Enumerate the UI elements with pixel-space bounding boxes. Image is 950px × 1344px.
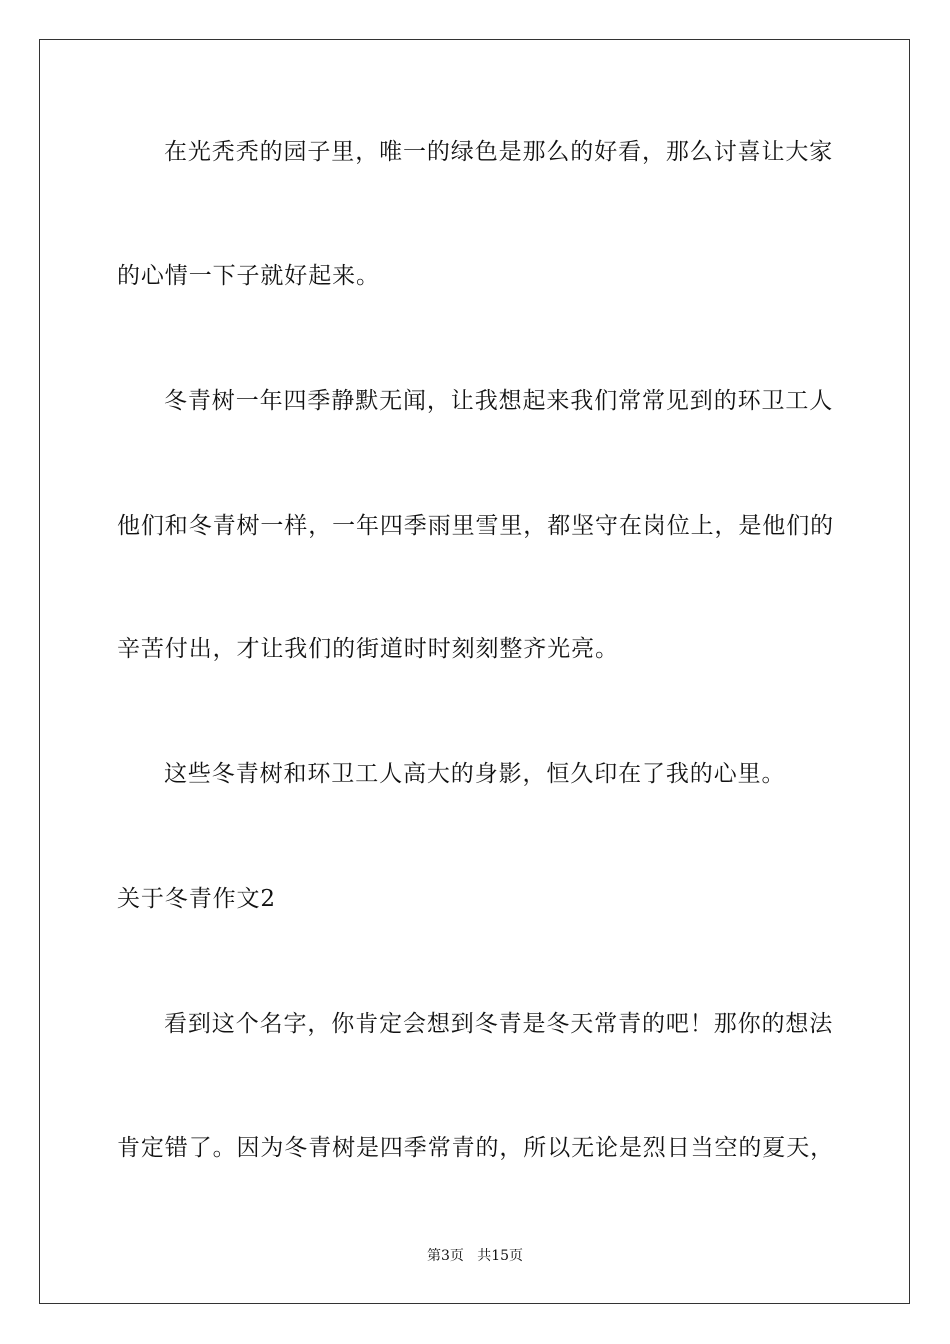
- paragraph-line: 他们和冬青树一样，一年四季雨里雪里，都坚守在岗位上，是他们的: [117, 513, 834, 539]
- paragraph-line: 冬青树一年四季静默无闻，让我想起来我们常常见到的环卫工人: [164, 388, 834, 414]
- paragraph-line: 这些冬青树和环卫工人高大的身影，恒久印在了我的心里。: [164, 761, 786, 787]
- paragraph-line: 在光秃秃的园子里，唯一的绿色是那么的好看，那么讨喜让大家: [164, 139, 834, 165]
- page-frame: [39, 39, 910, 1304]
- paragraph-line: 的心情一下子就好起来。: [117, 263, 380, 289]
- paragraph-line: 肯定错了。因为冬青树是四季常青的，所以无论是烈日当空的夏天，: [117, 1135, 834, 1161]
- paragraph-line: 看到这个名字，你肯定会想到冬青是冬天常青的吧！那你的想法: [164, 1011, 834, 1037]
- page-number: 第3页 共15页: [426, 1248, 524, 1264]
- paragraph-line: 辛苦付出，才让我们的街道时时刻刻整齐光亮。: [117, 636, 619, 662]
- section-heading: 关于冬青作文2: [117, 886, 276, 912]
